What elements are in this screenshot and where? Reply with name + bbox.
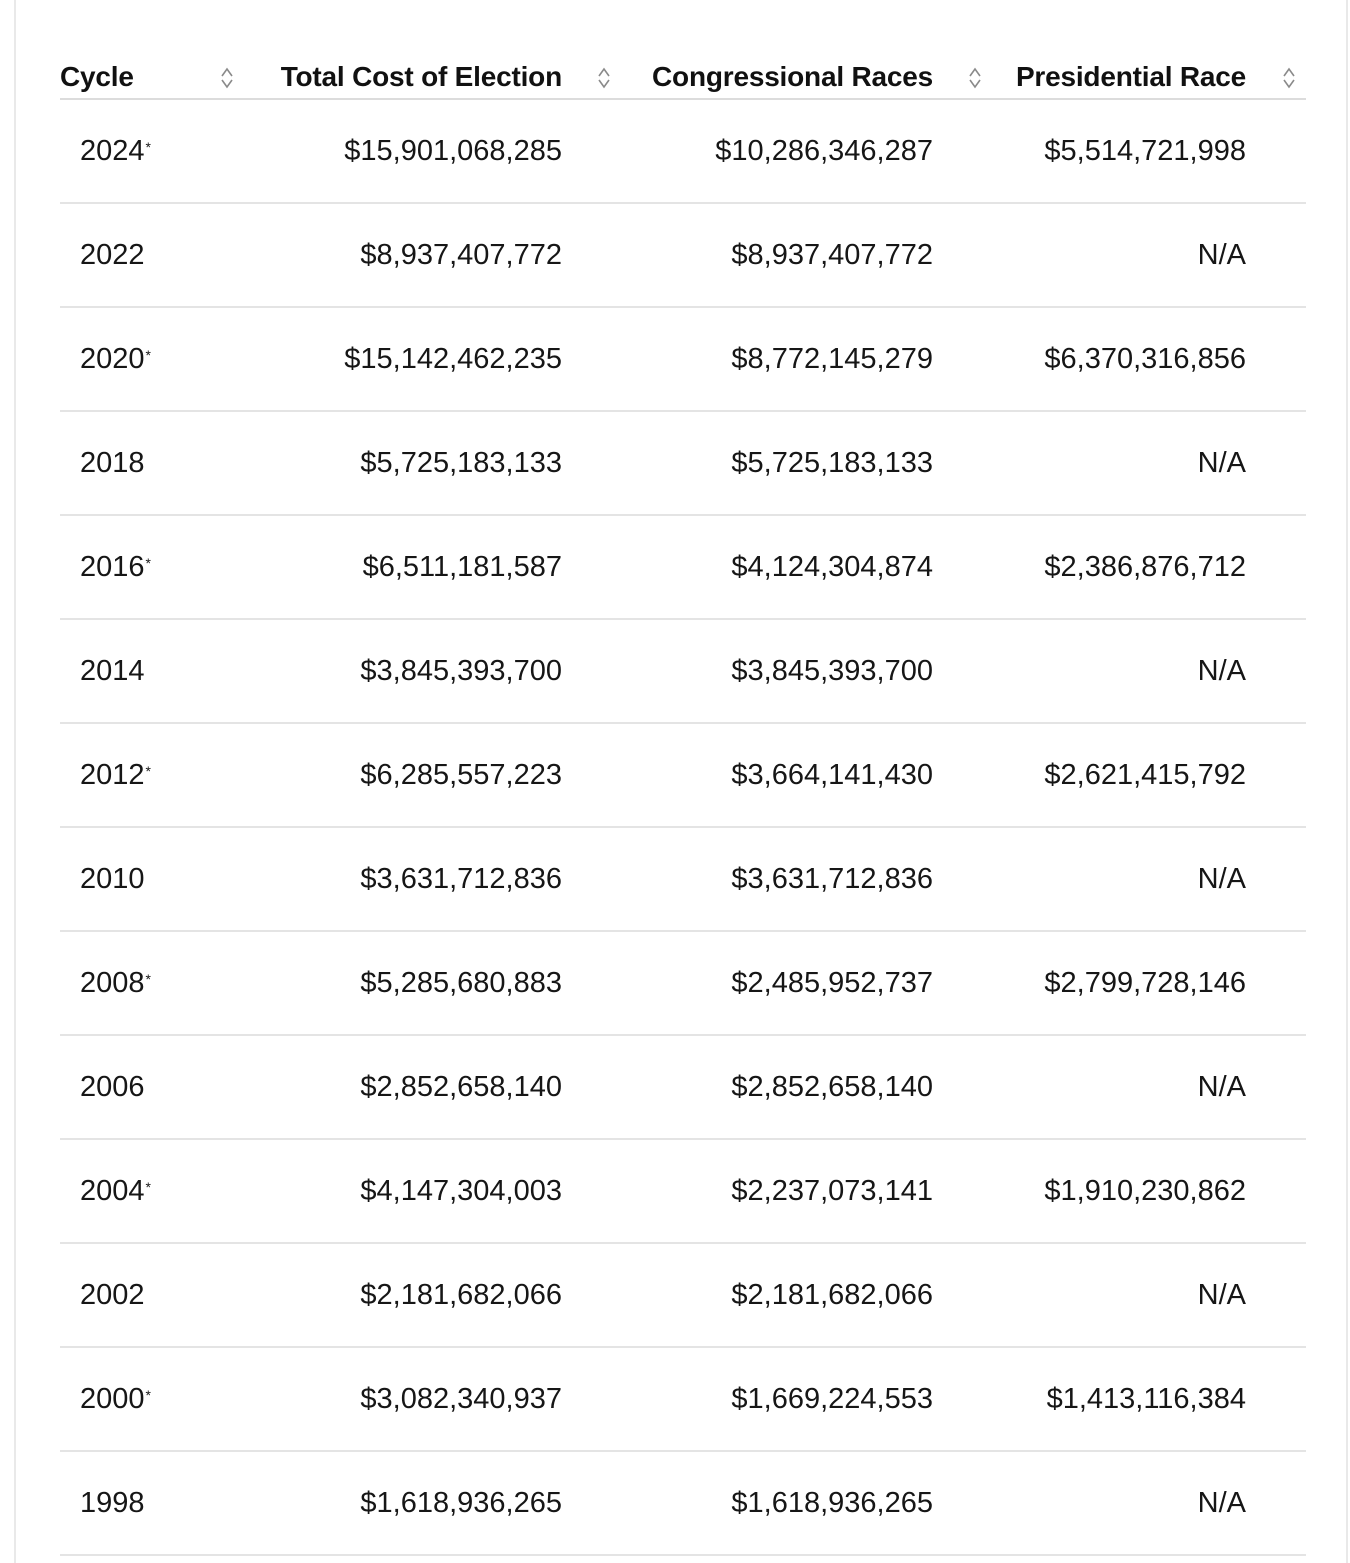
column-header-congressional[interactable] bbox=[652, 56, 933, 98]
cell-presidential: $1,413,116,384 bbox=[1046, 1382, 1246, 1415]
column-header-presidential[interactable] bbox=[1016, 56, 1246, 98]
column-header-label: Cycle bbox=[60, 61, 134, 92]
table-row bbox=[60, 412, 1306, 516]
footnote-marker: * bbox=[145, 763, 151, 779]
cell-congressional: $2,181,682,066 bbox=[731, 1278, 933, 1311]
table-row bbox=[60, 1244, 1306, 1348]
cell-total-cost: $15,142,462,235 bbox=[344, 342, 562, 375]
table-row bbox=[60, 1452, 1306, 1556]
column-header-total-cost[interactable] bbox=[281, 56, 562, 98]
cycle-year: 2022 bbox=[80, 238, 145, 271]
cell-congressional: $3,631,712,836 bbox=[731, 862, 933, 895]
cell-presidential: N/A bbox=[1197, 862, 1246, 895]
cell-congressional: $2,485,952,737 bbox=[731, 966, 933, 999]
cell-total-cost: $6,285,557,223 bbox=[360, 758, 562, 791]
cycle-year: 2000 bbox=[80, 1382, 145, 1415]
table-row bbox=[60, 204, 1306, 308]
table-row bbox=[60, 1348, 1306, 1452]
cycle-year: 2012 bbox=[80, 758, 145, 791]
cell-total-cost: $6,511,181,587 bbox=[362, 550, 562, 583]
cell-cycle bbox=[80, 204, 145, 306]
cell-congressional: $1,669,224,553 bbox=[731, 1382, 933, 1415]
sort-icon[interactable] bbox=[220, 66, 234, 90]
cell-cycle bbox=[80, 932, 151, 1034]
cell-presidential: N/A bbox=[1197, 446, 1246, 479]
cell-congressional: $5,725,183,133 bbox=[731, 446, 933, 479]
cell-congressional: $1,618,936,265 bbox=[731, 1486, 933, 1519]
cell-congressional: $2,237,073,141 bbox=[731, 1174, 933, 1207]
table-row bbox=[60, 308, 1306, 412]
cell-presidential: N/A bbox=[1197, 238, 1246, 271]
cell-total-cost: $3,845,393,700 bbox=[360, 654, 562, 687]
cycle-year: 2018 bbox=[80, 446, 145, 479]
column-header-label: Presidential Race bbox=[1015, 61, 1246, 92]
cell-total-cost: $15,901,068,285 bbox=[344, 134, 562, 167]
cell-total-cost: $8,937,407,772 bbox=[360, 238, 562, 271]
cell-presidential: $5,514,721,998 bbox=[1044, 134, 1246, 167]
cell-presidential: N/A bbox=[1197, 1486, 1246, 1519]
sort-icon[interactable] bbox=[1282, 66, 1296, 90]
sort-icon[interactable] bbox=[968, 66, 982, 90]
cell-presidential: N/A bbox=[1197, 1278, 1246, 1311]
cell-cycle bbox=[80, 1452, 145, 1554]
cell-total-cost: $4,147,304,003 bbox=[360, 1174, 562, 1207]
cell-congressional: $10,286,346,287 bbox=[715, 134, 933, 167]
cell-total-cost: $2,852,658,140 bbox=[360, 1070, 562, 1103]
cell-congressional: $8,937,407,772 bbox=[731, 238, 933, 271]
cycle-year: 2010 bbox=[80, 862, 145, 895]
table-row bbox=[60, 516, 1306, 620]
cycle-year: 2004 bbox=[80, 1174, 145, 1207]
cycle-year: 2020 bbox=[80, 342, 145, 375]
cell-presidential: $1,910,230,862 bbox=[1044, 1174, 1246, 1207]
column-header-cycle[interactable] bbox=[60, 56, 134, 98]
cell-cycle bbox=[80, 1348, 151, 1450]
table-body bbox=[60, 100, 1306, 1556]
table-row bbox=[60, 1140, 1306, 1244]
column-header-label: Total Cost of Election bbox=[280, 61, 562, 92]
footnote-marker: * bbox=[145, 1387, 151, 1403]
cell-total-cost: $5,285,680,883 bbox=[360, 966, 562, 999]
cell-cycle bbox=[80, 620, 145, 722]
cycle-year: 2024 bbox=[80, 134, 145, 167]
cell-presidential: $2,621,415,792 bbox=[1044, 758, 1246, 791]
cycle-year: 2002 bbox=[80, 1278, 145, 1311]
cell-presidential: N/A bbox=[1197, 654, 1246, 687]
cell-cycle bbox=[80, 1244, 145, 1346]
table-row bbox=[60, 724, 1306, 828]
cell-cycle bbox=[80, 1036, 145, 1138]
column-header-label: Congressional Races bbox=[652, 61, 933, 92]
cycle-year: 2008 bbox=[80, 966, 145, 999]
cell-presidential: N/A bbox=[1197, 1070, 1246, 1103]
footnote-marker: * bbox=[145, 139, 151, 155]
cell-congressional: $8,772,145,279 bbox=[731, 342, 933, 375]
cell-total-cost: $5,725,183,133 bbox=[360, 446, 562, 479]
sort-icon[interactable] bbox=[597, 66, 611, 90]
cell-presidential: $2,799,728,146 bbox=[1044, 966, 1246, 999]
cell-presidential: $2,386,876,712 bbox=[1044, 550, 1246, 583]
cell-presidential: $6,370,316,856 bbox=[1044, 342, 1246, 375]
table-header-row bbox=[60, 56, 1306, 100]
cell-congressional: $2,852,658,140 bbox=[731, 1070, 933, 1103]
cell-cycle bbox=[80, 412, 145, 514]
cycle-year: 2016 bbox=[80, 550, 145, 583]
cycle-year: 2006 bbox=[80, 1070, 145, 1103]
cycle-year: 1998 bbox=[80, 1486, 145, 1519]
cell-total-cost: $1,618,936,265 bbox=[360, 1486, 562, 1519]
table-row bbox=[60, 828, 1306, 932]
cell-cycle bbox=[80, 308, 151, 410]
footnote-marker: * bbox=[145, 1179, 151, 1195]
cell-cycle bbox=[80, 516, 151, 618]
cell-cycle bbox=[80, 1140, 151, 1242]
cell-cycle bbox=[80, 100, 151, 202]
cell-total-cost: $3,082,340,937 bbox=[360, 1382, 562, 1415]
cell-congressional: $3,845,393,700 bbox=[731, 654, 933, 687]
cell-congressional: $4,124,304,874 bbox=[731, 550, 933, 583]
cell-cycle bbox=[80, 828, 145, 930]
table-row bbox=[60, 932, 1306, 1036]
cell-congressional: $3,664,141,430 bbox=[731, 758, 933, 791]
cell-total-cost: $3,631,712,836 bbox=[360, 862, 562, 895]
footnote-marker: * bbox=[145, 555, 151, 571]
footnote-marker: * bbox=[145, 347, 151, 363]
content-panel bbox=[14, 0, 1348, 1563]
table-row bbox=[60, 1036, 1306, 1140]
footnote-marker: * bbox=[145, 971, 151, 987]
cycle-year: 2014 bbox=[80, 654, 145, 687]
cell-cycle bbox=[80, 724, 151, 826]
table-row bbox=[60, 620, 1306, 724]
table-row bbox=[60, 100, 1306, 204]
cell-total-cost: $2,181,682,066 bbox=[360, 1278, 562, 1311]
election-cost-table bbox=[60, 56, 1306, 1556]
